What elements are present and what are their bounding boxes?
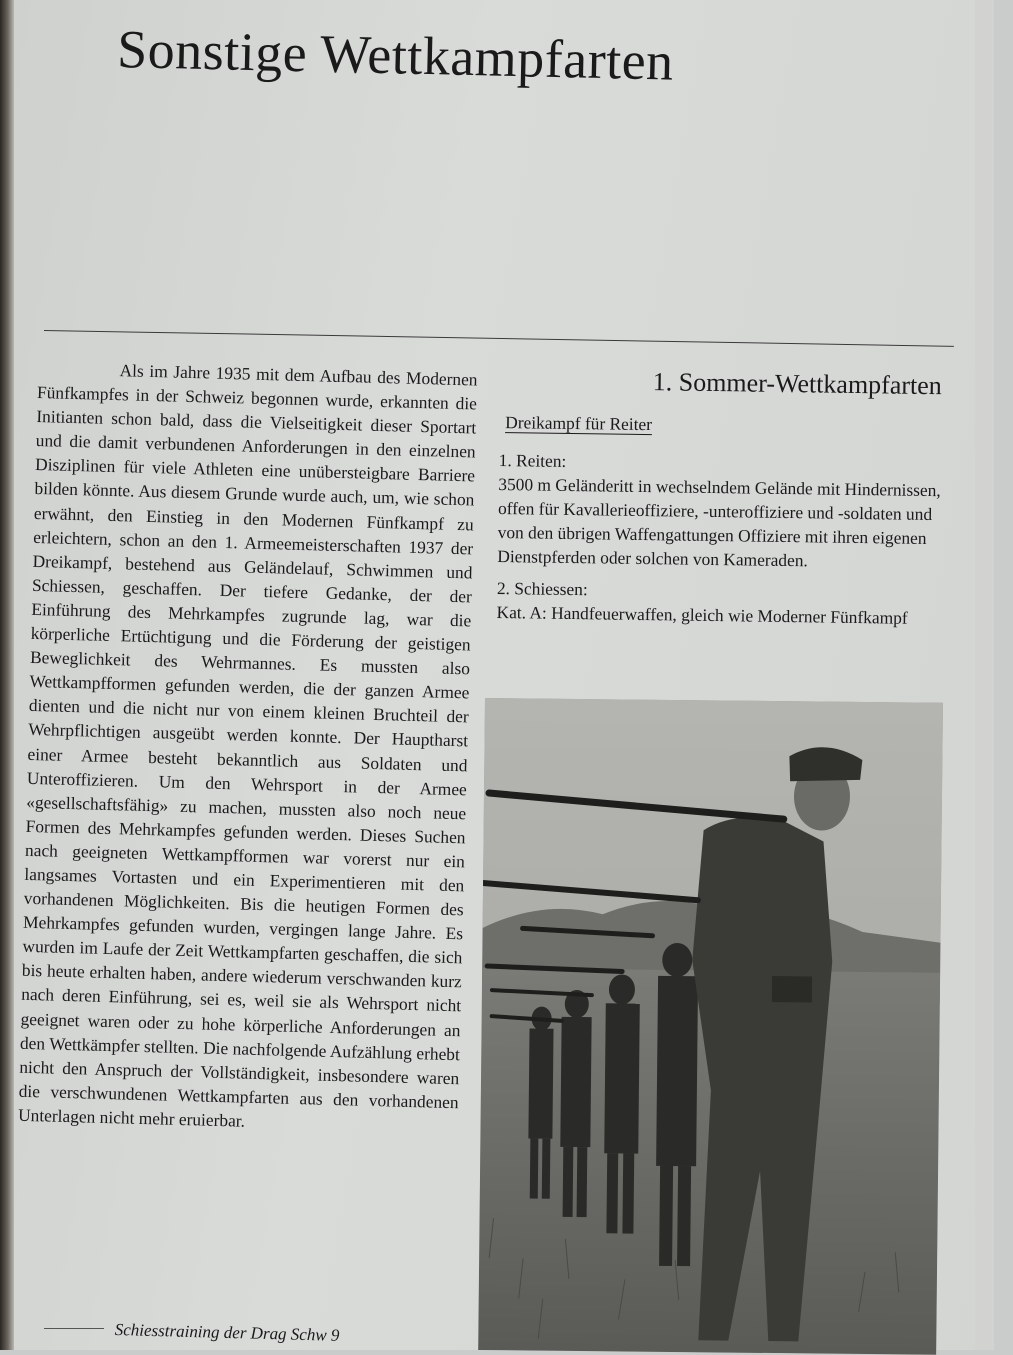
intro-column [18,356,478,1138]
item-1-text: 3500 m Geländeritt in wechselndem Gelände mit Hindernissen, offen für Kavallerieoffiziere, -unteroffiziere und -soldaten und von den übrigen Waffengattungen Offiziere mit ihren eigenen Dienstpferden oder solchen von Kameraden. [497,473,941,571]
item-2-text: Kat. A: Handfeuerwaffen, gleich wie Moderner Fünfkampf [496,601,908,628]
photo-illustration [478,698,943,1355]
photo-caption: Schiesstraining der Drag Schw 9 [114,1320,340,1345]
shooting-training-photo [478,698,943,1355]
item-2-head: 2. Schiessen: [496,577,588,600]
intro-paragraph: Als im Jahre 1935 mit dem Aufbau des Modernen Fünfkampfes in der Schweiz begonnen wurde, erkannten die Initianten schon bald, dass die Vielseitigkeit dieser Sportart und die damit verbundenen Anforderungen in den einzelnen Disziplinen für viele Athleten eine unübersteigbare Barriere bilden könnte. Aus diesem Grunde wurde auch, um, wie schon erwähnt, den Einstieg in den Modernen Fünfkampf zu erleichtern, schon an den 1. Armeemeisterschaften 1937 der Dreikampf, bestehend aus Geländelauf, Schwimmen und Schiessen, geschaffen. Der tiefere Gedanke, der der Einführung des Mehrkampfes zugrunde lag, war die körperliche Ertüchtigung und die Förderung der geistigen Beweglichkeit des Wehrmannes. Es mussten also Wettkampfformen gefunden werden, die der ganzen Armee dienten und die nicht nur von einem kleinen Bruchteil der Wehrpflichtigen ausgeübt werden konnte. Der Hauptharst einer Armee besteht bekanntlich aus Soldaten und Unteroffizieren. Um den Wehrsport in der Armee «gesellschaftsfähig» zu machen, mussten also noch neue Formen des Mehrkampfes gefunden werden. Dieses Suchen nach geeigneten Wettkampfformen war vorerst nur ein langsames Vortasten und ein Experimentieren mit den vorhandenen Möglichkeiten. Bis die heutigen Formen des Mehrkampfes gefunden wurden, vergingen lange Jahre. Es wurden im Laufe der Zeit Wettkampfarten geschaffen, die sich bis heute erhalten haben, andere wiederum verschwanden kurz nach deren Einführung, sei es, weil sie als Wehrsport nicht geeignet waren oder zu hohe körperliche Anforderungen an den Wettkämpfer stellten. Die nachfolgende Aufzählung erhebt nicht den Anspruch der Vollständigkeit, insbesondere waren die verschwundenen Wettkampfarten aus den vorhandenen Unterlagen nicht mehr eruierbar. [17,360,478,1131]
item-1-head: 1. Reiten: [498,449,567,471]
caption-rule [44,1328,104,1329]
section-title: 1. Sommer-Wettkampfarten [652,367,942,401]
page-edges [975,0,994,1350]
book-spine [0,0,14,1350]
right-column [496,368,948,638]
page-title: Sonstige Wettkampfarten [116,18,675,92]
subsection-title: Dreikampf für Reiter [505,412,653,435]
